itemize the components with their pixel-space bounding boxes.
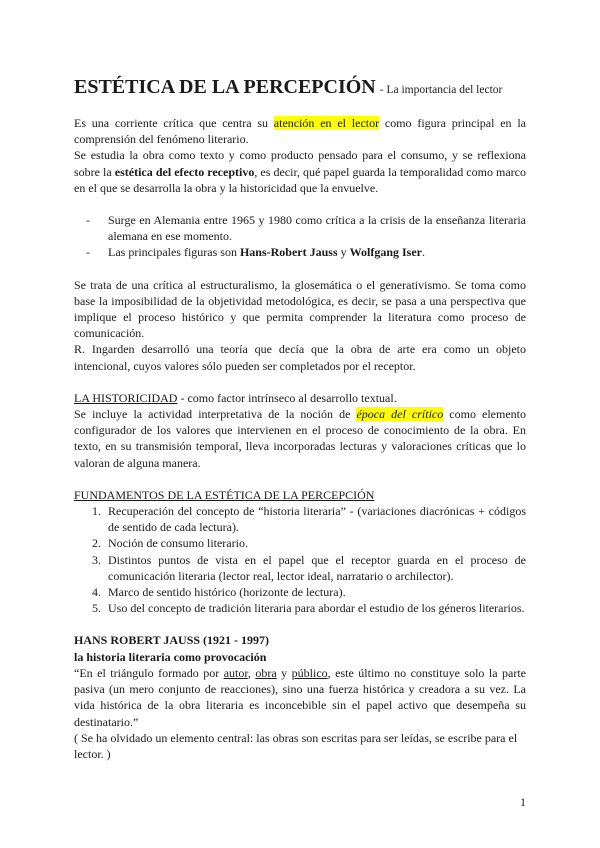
list-item	[104, 244, 526, 260]
section-heading: FUNDAMENTOS DE LA ESTÉTICA DE LA PERCEPCIÓN	[74, 487, 375, 502]
quote-text: “En el triángulo formado por	[74, 665, 224, 680]
intro-text: Es una corriente crítica que centra su	[74, 116, 274, 130]
historicity-heading-line	[74, 390, 526, 406]
term-publico: público	[291, 665, 328, 680]
list-item: 2. Noción de consumo literario.	[104, 535, 526, 551]
page-number: 1	[520, 795, 526, 809]
list-item: - Surge en Alemania entre 1965 y 1980 como crítica a la crisis de la enseñanza literaria alemana en ese momento.	[104, 212, 526, 244]
name-jauss: Hans-Robert Jauss	[239, 245, 338, 260]
name-iser: Wolfgang Iser	[349, 245, 422, 260]
list-item: 5. Uso del concepto de tradición literaria para abordar el estudio de los géneros literarios.	[104, 600, 526, 616]
list-item: 3. Distintos puntos de vista en el papel que el receptor guarda en el proceso de comunicación literaria (lector real, lector ideal, narratario o archilector).	[104, 552, 526, 584]
term-obra: obra	[255, 665, 277, 680]
list-text: .	[422, 245, 425, 260]
quote-text: y	[276, 665, 292, 680]
highlight-lector: atención en el lector	[273, 116, 380, 130]
section-heading-rest: - como factor intrínseco al desarrollo textual.	[177, 390, 397, 405]
bullet-list	[74, 212, 526, 261]
title-line	[74, 76, 526, 101]
numbered-list	[74, 503, 526, 616]
bold-term: estética del efecto receptivo	[114, 164, 255, 179]
list-text: Las principales figuras son	[108, 245, 240, 260]
historicity-text: Se incluye la actividad interpretativa de la noción de	[74, 407, 357, 422]
historicity-paragraph	[74, 406, 526, 471]
intro-paragraph-2	[74, 147, 526, 196]
jauss-quote	[74, 665, 526, 730]
quote-text: , este último no constituye solo la parte pasiva (un mero conjunto de reacciones), sino una fuerza histórica y creadora a su vez. La vida histórica de la obra literaria es inconcebible sin el papel activo que desempeña su destinatario.”	[74, 665, 527, 729]
jauss-note: ( Se ha olvidado un elemento central: las obras son escritas para ser leídas, se escribe para el lector. )	[74, 730, 518, 761]
intro-text: , es decir, qué papel guarda la temporalidad como marco en el que se desarrolla la obra y la historicidad que la envuelve.	[74, 164, 526, 195]
jauss-heading: HANS ROBERT JAUSS (1921 - 1997)	[74, 633, 270, 648]
intro-text: Se estudia la obra como texto y como producto pensado para el consumo, y se reflexiona sobre la	[74, 148, 526, 179]
critique-paragraph-2: R. Ingarden desarrolló una teoría que decía que la obra de arte era como un objeto intencional, cuyos valores sólo pueden ser completados por el receptor.	[74, 342, 526, 373]
page-subtitle: - La importancia del lector	[379, 84, 503, 96]
quote-text: ,	[247, 665, 256, 680]
historicity-text: como elemento configurador de los valores que intervienen en el proceso de conocimiento de la obra. En texto, en su transmisión temporal, lleva incorporadas lecturas y valoraciones críticas que lo valoran de alguna manera.	[74, 407, 526, 470]
page-title: ESTÉTICA DE LA PERCEPCIÓN	[74, 76, 376, 98]
list-item: 1. Recuperación del concepto de “historia literaria” - (variaciones diacrónicas + códigos de sentido de cada lectura).	[104, 503, 526, 535]
intro-text: como figura principal en la comprensión del fenómeno literario.	[74, 116, 527, 147]
highlight-epoca: época del crítico	[356, 407, 444, 422]
list-text: y	[337, 245, 350, 260]
section-heading: LA HISTORICIDAD	[74, 390, 178, 405]
critique-paragraph-1: Se trata de una crítica al estructuralismo, la glosemática o el generativismo. Se toma como base la imposibilidad de la objetividad metodológica, es decir, se pasa a una perspectiva que implique el proceso histórico y que permita comprender la literatura como proceso de comunicación.	[74, 277, 526, 341]
term-autor: autor	[223, 665, 248, 680]
list-item: 4. Marco de sentido histórico (horizonte de lectura).	[104, 584, 526, 600]
intro-paragraph-1	[74, 115, 526, 147]
jauss-subheading: la historia literaria como provocación	[74, 649, 267, 664]
